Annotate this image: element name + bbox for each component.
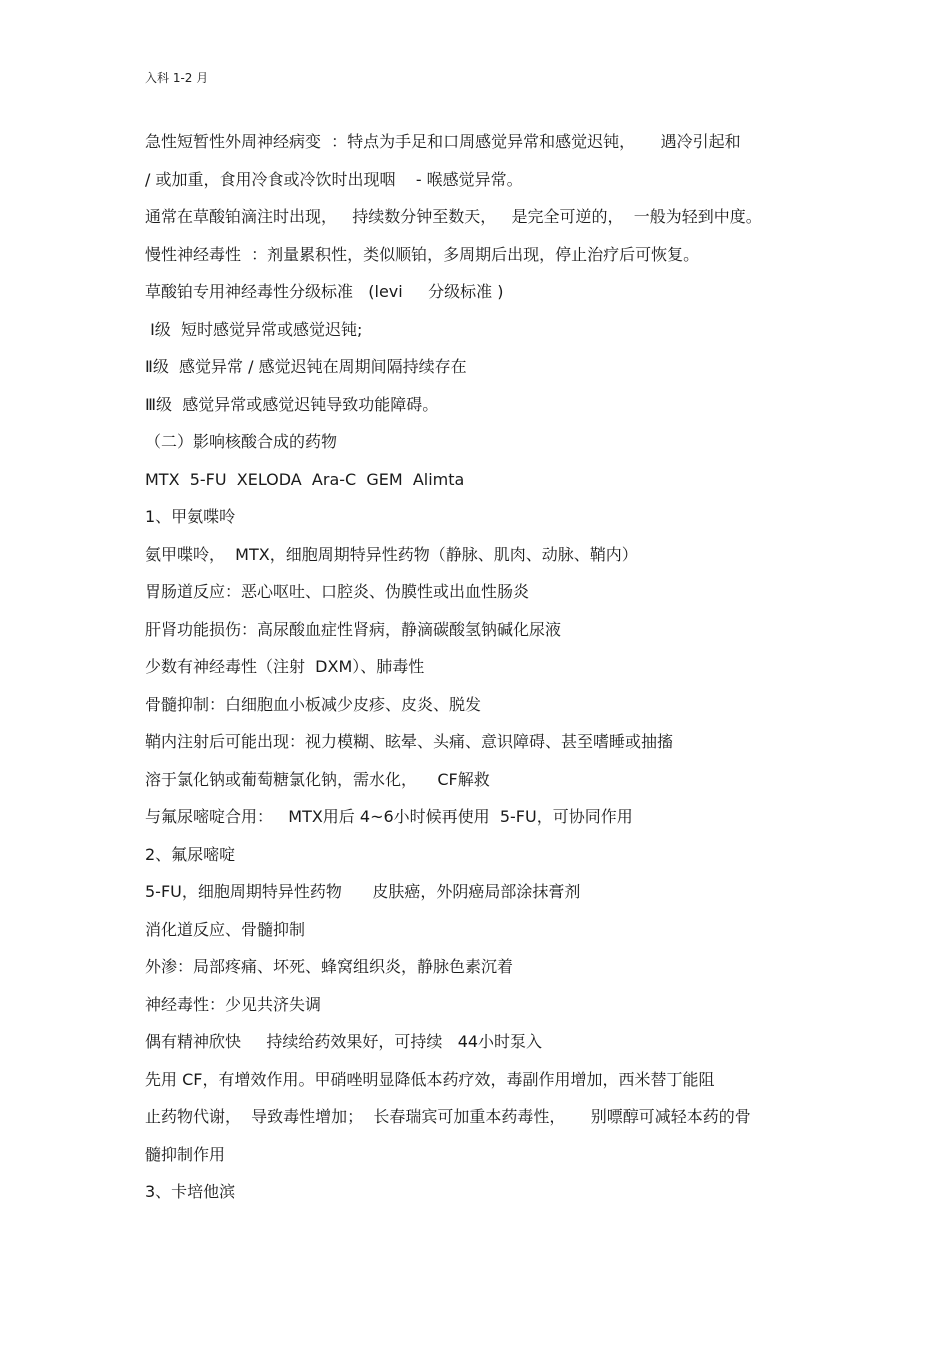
text-line: 少数有神经毒性（注射 DXM）、肺毒性 <box>145 657 425 676</box>
text-line: 与氟尿嘧啶合用： MTX用后 4~6小时候再使用 5-FU，可协同作用 <box>145 807 633 826</box>
text-line: / 或加重，食用冷食或冷饮时出现咽 - 喉感觉异常。 <box>145 169 523 189</box>
text-line: 5-FU，细胞周期特异性药物 皮肤癌，外阴癌局部涂抹膏剂 <box>145 882 581 901</box>
text-line: 急性短暂性外周神经病变 ：特点为手足和口周感觉异常和感觉迟钝， 遇冷引起和 <box>145 132 741 151</box>
text-line: 溶于氯化钠或葡萄糖氯化钠，需水化， CF解救 <box>145 769 490 789</box>
text-line: 偶有精神欣快 持续给药效果好，可持续 44小时泵入 <box>145 1032 543 1051</box>
text-line: 慢性神经毒性 ：剂量累积性，类似顺铂，多周期后出现，停止治疗后可恢复。 <box>145 244 700 264</box>
page-header: 入科 1-2 月 <box>145 71 209 85</box>
text-line: 止药物代谢， 导致毒性增加； 长春瑞宾可加重本药毒性， 别嘌醇可减轻本药的骨 <box>145 1107 751 1126</box>
text-line: Ⅲ级 感觉异常或感觉迟钝导致功能障碍。 <box>145 394 439 414</box>
section-heading: 2、氟尿嘧啶 <box>145 844 236 864</box>
text-line: 氨甲喋呤， MTX，细胞周期特异性药物（静脉、肌肉、动脉、鞘内） <box>145 544 638 564</box>
text-line: 肝肾功能损伤：高尿酸血症性肾病，静滴碳酸氢钠碱化尿液 <box>145 619 562 639</box>
text-line: Ⅱ级 感觉异常 / 感觉迟钝在周期间隔持续存在 <box>145 357 467 376</box>
text-line: 通常在草酸铂滴注时出现， 持续数分钟至数天， 是完全可逆的， 一般为轻到中度。 <box>145 207 762 226</box>
text-line: 胃肠道反应：恶心呕吐、口腔炎、伪膜性或出血性肠炎 <box>145 582 530 601</box>
section-heading: 3、卡培他滨 <box>145 1182 236 1201</box>
text-line: 鞘内注射后可能出现：视力模糊、眩晕、头痛、意识障碍、甚至嗜睡或抽搐 <box>145 732 674 751</box>
document-body <box>145 123 810 1211</box>
text-line: 骨髓抑制：白细胞血小板减少皮疹、皮炎、脱发 <box>145 694 482 714</box>
section-heading: （二）影响核酸合成的药物 <box>145 432 338 451</box>
section-heading: 1、甲氨喋呤 <box>145 507 236 526</box>
text-line: 消化道反应、骨髓抑制 <box>145 919 306 939</box>
text-line: 外渗：局部疼痛、坏死、蜂窝组织炎，静脉色素沉着 <box>145 957 514 976</box>
text-line: Ⅰ级 短时感觉异常或感觉迟钝; <box>145 319 363 339</box>
text-line: 髓抑制作用 <box>145 1144 226 1164</box>
text-line: 神经毒性：少见共济失调 <box>145 994 322 1014</box>
text-line: 草酸铂专用神经毒性分级标准 (levi 分级标准 ) <box>145 282 504 301</box>
text-line: MTX 5-FU XELODA Ara-C GEM Alimta <box>145 469 465 489</box>
text-line: 先用 CF，有增效作用。甲硝唑明显降低本药疗效，毒副作用增加，西米替丁能阻 <box>145 1069 715 1089</box>
